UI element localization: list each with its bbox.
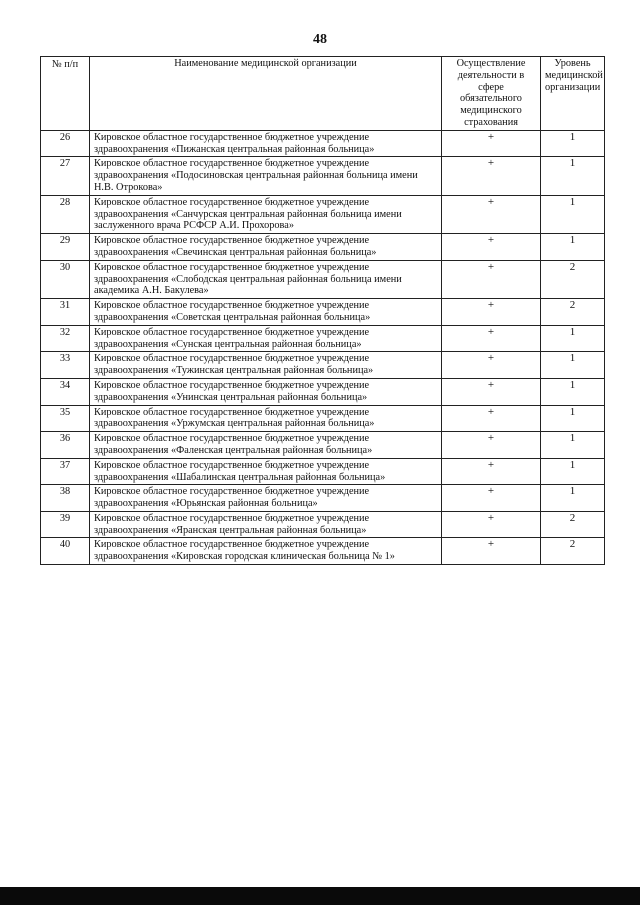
organization-level: 1	[541, 432, 605, 459]
table-row	[41, 130, 605, 157]
row-number: 27	[41, 157, 90, 195]
organization-name: Кировское областное государственное бюджетное учреждение здравоохранения «Слободская центральная районная больница имени академика А.Н. Бакулева»	[90, 260, 442, 298]
row-number: 30	[41, 260, 90, 298]
table-row	[41, 157, 605, 195]
oms-mark: +	[442, 485, 541, 512]
table-header-row	[41, 57, 605, 131]
organization-level: 1	[541, 195, 605, 233]
table-row	[41, 352, 605, 379]
organization-level: 2	[541, 299, 605, 326]
organization-name: Кировское областное государственное бюджетное учреждение здравоохранения «Сунская центральная районная больница»	[90, 325, 442, 352]
organization-name: Кировское областное государственное бюджетное учреждение здравоохранения «Советская центральная районная больница»	[90, 299, 442, 326]
organization-name: Кировское областное государственное бюджетное учреждение здравоохранения «Шабалинская центральная районная больница»	[90, 458, 442, 485]
header-organization-name: Наименование медицинской организации	[90, 57, 442, 131]
organization-name: Кировское областное государственное бюджетное учреждение здравоохранения «Пижанская центральная районная больница»	[90, 130, 442, 157]
table-row	[41, 378, 605, 405]
organization-level: 2	[541, 511, 605, 538]
organization-name: Кировское областное государственное бюджетное учреждение здравоохранения «Яранская центральная районная больница»	[90, 511, 442, 538]
organization-level: 1	[541, 458, 605, 485]
organizations-table	[40, 56, 605, 565]
organization-level: 1	[541, 352, 605, 379]
oms-mark: +	[442, 157, 541, 195]
row-number: 34	[41, 378, 90, 405]
header-number: № п/п	[41, 57, 90, 131]
row-number: 38	[41, 485, 90, 512]
table-row	[41, 511, 605, 538]
oms-mark: +	[442, 234, 541, 261]
row-number: 33	[41, 352, 90, 379]
oms-mark: +	[442, 352, 541, 379]
oms-mark: +	[442, 378, 541, 405]
oms-mark: +	[442, 538, 541, 565]
organization-level: 2	[541, 538, 605, 565]
organization-name: Кировское областное государственное бюджетное учреждение здравоохранения «Санчурская центральная районная больница имени заслуженного врача РСФСР А.И. Прохорова»	[90, 195, 442, 233]
oms-mark: +	[442, 299, 541, 326]
oms-mark: +	[442, 511, 541, 538]
organization-level: 1	[541, 405, 605, 432]
organization-level: 1	[541, 157, 605, 195]
oms-mark: +	[442, 195, 541, 233]
organization-name: Кировское областное государственное бюджетное учреждение здравоохранения «Подосиновская центральная районная больница имени Н.В. Отрокова»	[90, 157, 442, 195]
oms-mark: +	[442, 432, 541, 459]
organization-level: 1	[541, 485, 605, 512]
table-body	[41, 130, 605, 564]
oms-mark: +	[442, 325, 541, 352]
table-row	[41, 260, 605, 298]
oms-mark: +	[442, 130, 541, 157]
organization-name: Кировское областное государственное бюджетное учреждение здравоохранения «Тужинская центральная районная больница»	[90, 352, 442, 379]
row-number: 37	[41, 458, 90, 485]
table-row	[41, 405, 605, 432]
oms-mark: +	[442, 458, 541, 485]
organization-name: Кировское областное государственное бюджетное учреждение здравоохранения «Уржумская центральная районная больница»	[90, 405, 442, 432]
table-row	[41, 458, 605, 485]
row-number: 39	[41, 511, 90, 538]
table-row	[41, 325, 605, 352]
table-row	[41, 432, 605, 459]
row-number: 35	[41, 405, 90, 432]
table-row	[41, 538, 605, 565]
table-row	[41, 299, 605, 326]
table-row	[41, 485, 605, 512]
table-row	[41, 234, 605, 261]
row-number: 31	[41, 299, 90, 326]
organization-level: 1	[541, 234, 605, 261]
organization-name: Кировское областное государственное бюджетное учреждение здравоохранения «Юрьянская районная больница»	[90, 485, 442, 512]
organization-name: Кировское областное государственное бюджетное учреждение здравоохранения «Фаленская центральная районная больница»	[90, 432, 442, 459]
organization-level: 1	[541, 325, 605, 352]
organization-name: Кировское областное государственное бюджетное учреждение здравоохранения «Свечинская центральная районная больница»	[90, 234, 442, 261]
organization-level: 1	[541, 378, 605, 405]
row-number: 36	[41, 432, 90, 459]
organization-name: Кировское областное государственное бюджетное учреждение здравоохранения «Кировская городская клиническая больница № 1»	[90, 538, 442, 565]
row-number: 29	[41, 234, 90, 261]
organization-level: 1	[541, 130, 605, 157]
row-number: 32	[41, 325, 90, 352]
scan-bottom-bar	[0, 887, 640, 905]
header-organization-level: Уровень медицинской организации	[541, 57, 605, 131]
oms-mark: +	[442, 405, 541, 432]
page-number: 48	[313, 32, 327, 47]
header-oms-activity: Осуществление деятельности в сфере обязательного медицинского страхования	[442, 57, 541, 131]
organization-level: 2	[541, 260, 605, 298]
row-number: 26	[41, 130, 90, 157]
row-number: 28	[41, 195, 90, 233]
row-number: 40	[41, 538, 90, 565]
organization-name: Кировское областное государственное бюджетное учреждение здравоохранения «Унинская центральная районная больница»	[90, 378, 442, 405]
table-row	[41, 195, 605, 233]
oms-mark: +	[442, 260, 541, 298]
